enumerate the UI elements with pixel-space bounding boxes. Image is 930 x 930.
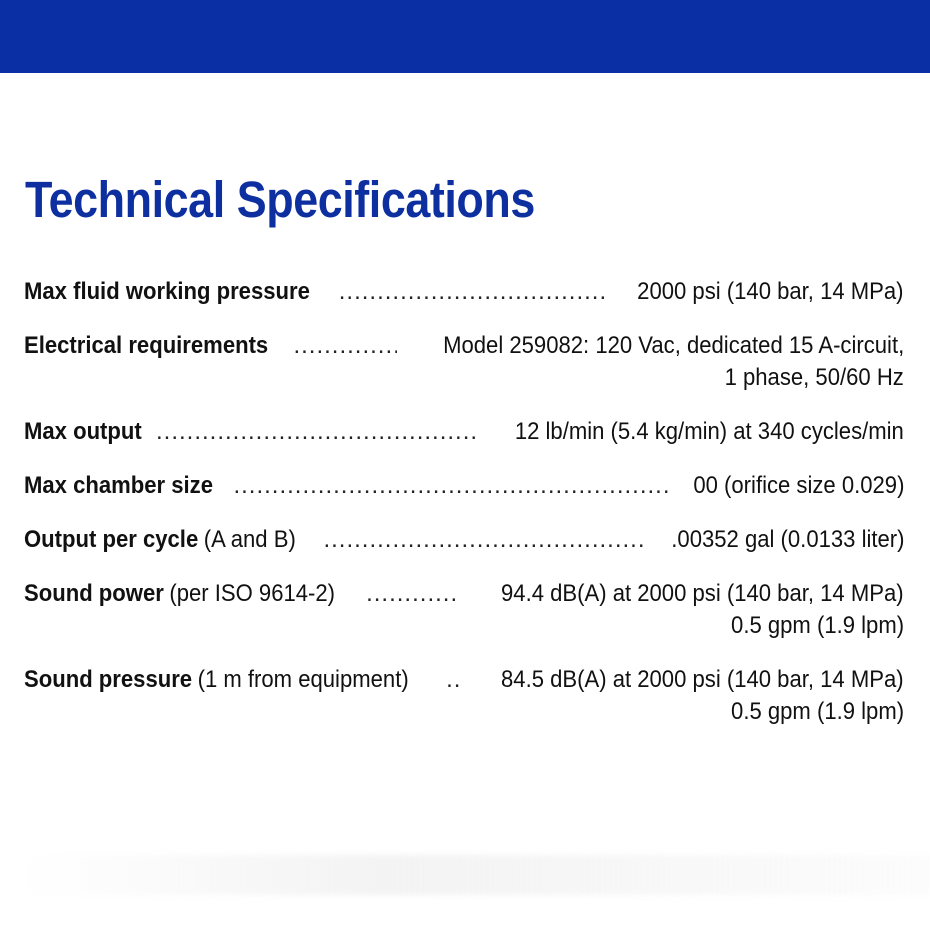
spec-label: Max output xyxy=(24,418,142,445)
dot-leader xyxy=(156,416,475,448)
dot-leader xyxy=(366,578,460,610)
spec-value: 00 (orifice size 0.029) xyxy=(692,472,904,499)
spec-value: 2000 psi (140 bar, 14 MPa) xyxy=(637,278,904,305)
spec-value: 12 lb/min (5.4 kg/min) at 340 cycles/min xyxy=(514,418,904,445)
spec-row-max-fluid-pressure xyxy=(24,276,904,308)
dot-leader xyxy=(323,524,644,556)
spec-row-electrical xyxy=(24,330,904,394)
spec-qualifier: (1 m from equipment) xyxy=(197,666,409,693)
spec-label: Electrical requirements xyxy=(24,332,269,359)
spec-row-output-per-cycle xyxy=(24,524,904,556)
dot-leader xyxy=(339,276,609,308)
spec-label: Output per cycle xyxy=(24,526,199,553)
dot-leader xyxy=(233,470,668,502)
page-title: Technical Specifications xyxy=(25,171,535,228)
spec-row-max-output xyxy=(24,416,904,448)
header-band xyxy=(0,0,930,73)
faded-footer-text xyxy=(20,855,930,895)
spec-value-continued: 0.5 gpm (1.9 lpm) xyxy=(730,698,904,725)
spec-qualifier: (A and B) xyxy=(203,526,296,553)
spec-value: 94.4 dB(A) at 2000 psi (140 bar, 14 MPa) xyxy=(501,580,904,607)
spec-value: Model 259082: 120 Vac, dedicated 15 A-circuit, xyxy=(442,332,904,359)
spec-label: Max chamber size xyxy=(24,472,214,499)
spec-label: Max fluid working pressure xyxy=(24,278,310,305)
spec-value: 84.5 dB(A) at 2000 psi (140 bar, 14 MPa) xyxy=(501,666,904,693)
dot-leader xyxy=(446,664,460,696)
dot-leader xyxy=(293,330,396,362)
spec-qualifier: (per ISO 9614-2) xyxy=(169,580,336,607)
spec-row-sound-pressure xyxy=(24,664,904,728)
spec-value: .00352 gal (0.0133 liter) xyxy=(670,526,904,553)
spec-row-chamber-size xyxy=(24,470,904,502)
spec-row-sound-power xyxy=(24,578,904,642)
spec-label: Sound power xyxy=(24,580,164,607)
spec-label: Sound pressure xyxy=(24,666,193,693)
spec-value-continued: 0.5 gpm (1.9 lpm) xyxy=(730,612,904,639)
spec-value-continued: 1 phase, 50/60 Hz xyxy=(724,364,904,391)
